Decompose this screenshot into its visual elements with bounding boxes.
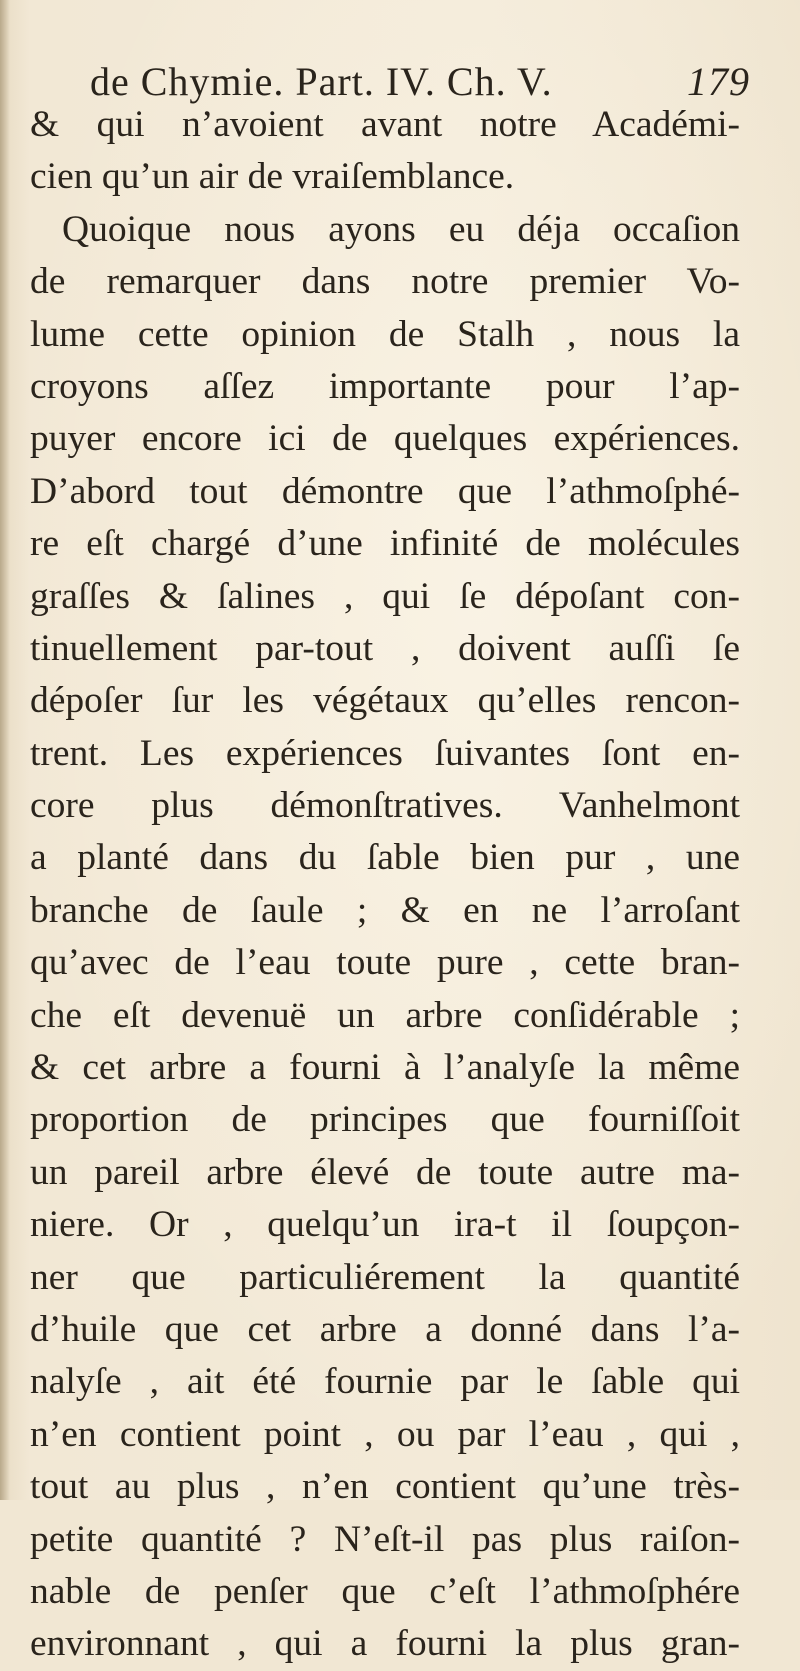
text-line: n’en contient point , ou par l’eau , qui , — [30, 1413, 740, 1455]
text-line: nalyſe , ait été fournie par le ſable qui — [30, 1361, 740, 1403]
running-head-title: de Chymie. Part. IV. Ch. V. — [90, 59, 553, 104]
text-line: tinuellement par-tout , doivent auſſi ſe — [30, 627, 740, 669]
text-line: qu’avec de l’eau toute pure , cette bran- — [30, 942, 740, 984]
text-line: proportion de principes que fourniſſoit — [30, 1099, 740, 1141]
text-line: tout au plus , n’en contient qu’une très- — [30, 1466, 740, 1508]
text-line: graſſes & ſalines , qui ſe dépoſant con- — [30, 575, 740, 617]
text-line: niere. Or , quelqu’un ira-t il ſoupçon- — [30, 1204, 740, 1246]
text-line: croyons aſſez importante pour l’ap- — [30, 365, 740, 407]
paragraph — [30, 99, 740, 204]
text-line: cien qu’un air de vraiſemblance. — [30, 156, 515, 198]
text-line: core plus démonſtratives. Vanhelmont — [30, 785, 740, 827]
text-line: & cet arbre a fourni à l’analyſe la même — [30, 1047, 740, 1089]
text-line: D’abord tout démontre que l’athmoſphé- — [30, 470, 740, 512]
text-line: dépoſer ſur les végétaux qu’elles rencon- — [30, 680, 740, 722]
text-line: nable de penſer que c’eſt l’athmoſphére — [30, 1570, 740, 1612]
page-spine-shadow — [0, 0, 10, 1500]
text-line: de remarquer dans notre premier Vo- — [30, 261, 740, 303]
text-line: puyer encore ici de quelques expériences. — [30, 418, 740, 460]
paragraph — [30, 204, 740, 1671]
text-line: branche de ſaule ; & en ne l’arroſant — [30, 889, 740, 931]
page-number: 179 — [687, 59, 750, 104]
text-line: che eſt devenuë un arbre conſidérable ; — [30, 994, 740, 1036]
body-text — [30, 99, 740, 1671]
text-line: environnant , qui a fourni la plus gran- — [30, 1623, 740, 1665]
text-line: Quoique nous ayons eu déja occaſion — [62, 208, 740, 250]
text-line: trent. Les expériences ſuivantes ſont en- — [30, 732, 740, 774]
text-line: a planté dans du ſable bien pur , une — [30, 837, 740, 879]
text-line: re eſt chargé d’une infinité de molécules — [30, 523, 740, 565]
text-line: petite quantité ? N’eſt-il pas plus raiſon- — [30, 1518, 740, 1560]
text-line: & qui n’avoient avant notre Académi- — [30, 104, 740, 145]
text-line: d’huile que cet arbre a donné dans l’a- — [30, 1308, 740, 1350]
text-line: un pareil arbre élevé de toute autre ma- — [30, 1151, 740, 1193]
text-line: ner que particuliérement la quantité — [30, 1256, 740, 1298]
text-line: lume cette opinion de Stalh , nous la — [30, 313, 740, 355]
